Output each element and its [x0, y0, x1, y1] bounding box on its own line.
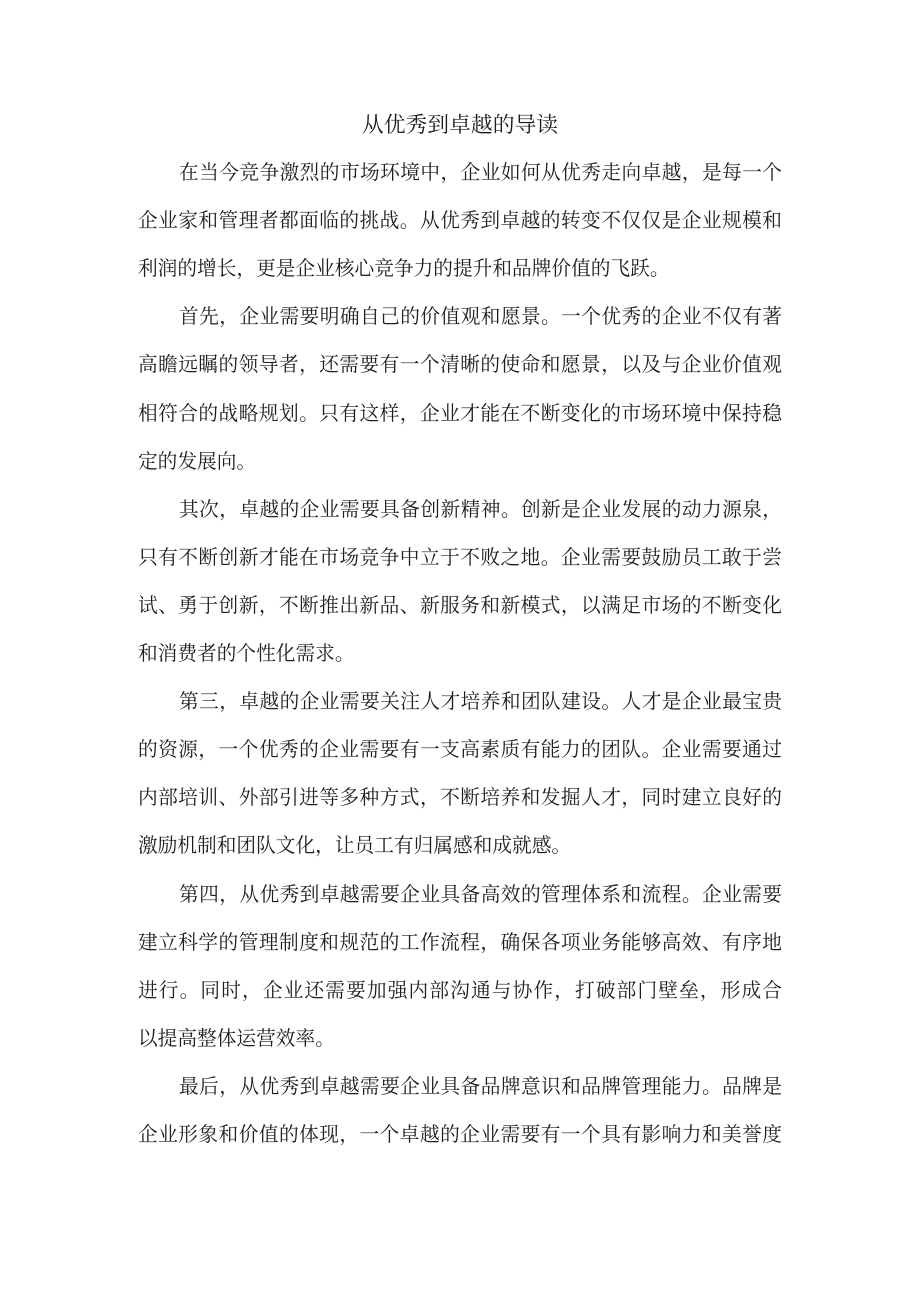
paragraph-line: 以提高整体运营效率。: [138, 1027, 335, 1050]
paragraph-line: 试、勇于创新，不断推出新品、新服务和新模式，以满足市场的不断变化: [138, 594, 782, 617]
paragraph-line: 的资源，一个优秀的企业需要有一支高素质有能力的团队。企业需要通过: [138, 739, 782, 762]
paragraph-line: 激励机制和团队文化，让员工有归属感和成就感。: [138, 835, 572, 858]
paragraph-line: 在当今竞争激烈的市场环境中，企业如何从优秀走向卓越，是每一个: [179, 162, 782, 185]
paragraph-line: 企业形象和价值的体现，一个卓越的企业需要有一个具有影响力和美誉度: [138, 1123, 782, 1146]
paragraph-line: 建立科学的管理制度和规范的工作流程，确保各项业务能够高效、有序地: [138, 931, 782, 954]
paragraph-line: 和消费者的个性化需求。: [138, 643, 355, 666]
paragraph: [138, 1063, 782, 1159]
paragraph-line: 第四，从优秀到卓越需要企业具备高效的管理体系和流程。企业需要: [179, 883, 782, 906]
paragraph-line: 其次，卓越的企业需要具备创新精神。创新是企业发展的动力源泉，: [179, 498, 782, 521]
paragraph-line: 企业家和管理者都面临的挑战。从优秀到卓越的转变不仅仅是企业规模和: [138, 210, 782, 233]
paragraph-line: 只有不断创新才能在市场竞争中立于不败之地。企业需要鼓励员工敢于尝: [138, 546, 782, 569]
paragraph: [138, 486, 782, 678]
paragraph-line: 内部培训、外部引进等多种方式，不断培养和发掘人才，同时建立良好的: [138, 787, 782, 810]
paragraph: [138, 871, 782, 1063]
paragraph-line: 第三，卓越的企业需要关注人才培养和团队建设。人才是企业最宝贵: [179, 691, 782, 714]
paragraph: [138, 678, 782, 870]
paragraph: [138, 149, 782, 293]
paragraph: [138, 293, 782, 485]
paragraph-line: 利润的增长，更是企业核心竞争力的提升和品牌价值的飞跃。: [138, 258, 670, 281]
document-title: 从优秀到卓越的导读: [361, 113, 559, 137]
paragraph-line: 进行。同时，企业还需要加强内部沟通与协作，打破部门壁垒，形成合: [138, 979, 782, 1002]
paragraph-line: 高瞻远瞩的领导者，还需要有一个清晰的使命和愿景，以及与企业价值观: [138, 354, 782, 377]
paragraph-line: 定的发展向。: [138, 450, 257, 473]
paragraph-line: 最后，从优秀到卓越需要企业具备品牌意识和品牌管理能力。品牌是: [179, 1075, 782, 1098]
paragraph-line: 相符合的战略规划。只有这样，企业才能在不断变化的市场环境中保持稳: [138, 402, 782, 425]
document-body: [138, 149, 782, 1159]
paragraph-line: 首先，企业需要明确自己的价值观和愿景。一个优秀的企业不仅有著: [179, 306, 782, 329]
